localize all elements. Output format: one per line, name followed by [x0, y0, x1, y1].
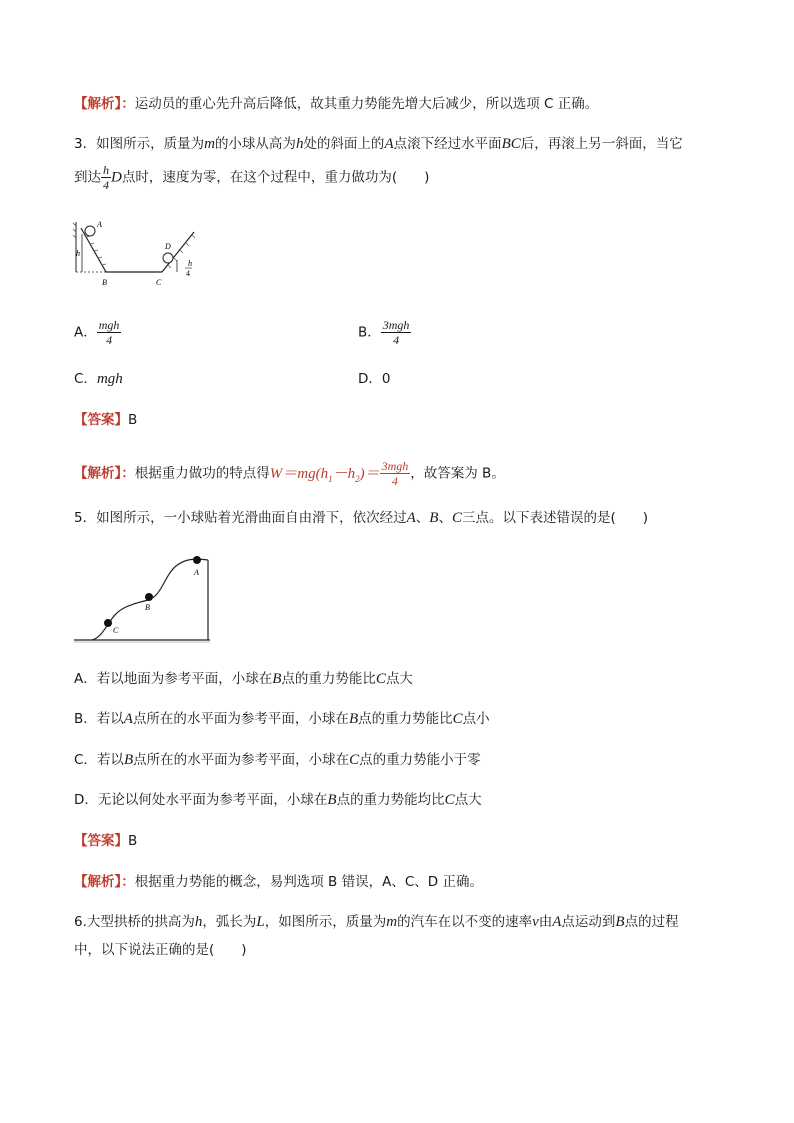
analysis-text: ，故答案为 B。: [410, 465, 505, 482]
option-text: 点的重力势能小于零: [359, 752, 481, 768]
q6-text: 的汽车在以不变的速率: [397, 914, 533, 930]
q5-sep: 、: [415, 510, 430, 526]
q5-ball-b: [145, 593, 153, 601]
option-var: A: [123, 711, 133, 727]
q3-label-c: C: [156, 278, 162, 287]
option-text: 点小: [462, 711, 490, 727]
option-var: C: [375, 671, 386, 687]
q6-text: 中，以下说法正确的是( ): [74, 942, 247, 958]
q3-fraction-h4: [101, 163, 111, 192]
option-var: B: [348, 711, 359, 727]
answer-value: B: [128, 833, 138, 849]
option-label: C．: [74, 752, 97, 768]
q5-label-a: A: [194, 568, 199, 577]
q3-line-2: [74, 163, 429, 192]
option-text: 若以: [96, 711, 124, 727]
option-d-value: 0: [381, 371, 391, 387]
q6-text: 由: [538, 914, 553, 930]
q5-answer-line: [74, 831, 137, 851]
analysis-text: 根据重力做功的特点得: [134, 465, 270, 482]
formula-sub: 1: [328, 473, 333, 484]
option-text: 点的重力势能均比: [336, 792, 445, 808]
q5-ball-c: [104, 619, 112, 627]
analysis-label: 【解析】：: [74, 465, 135, 482]
q3-number: 3．: [74, 136, 97, 152]
q5-option-a: [74, 669, 413, 689]
analysis-line-1: [74, 94, 598, 114]
q3-var-BC: BC: [501, 136, 521, 152]
q6-text: ，如图所示，质量为: [264, 914, 387, 930]
q5-text: 三点。以下表述错误的是( ): [461, 510, 648, 526]
q6-var-A: A: [552, 914, 562, 930]
option-label: A．: [74, 671, 97, 687]
q3-text: 点滚下经过水平面: [393, 136, 502, 152]
option-var: C: [444, 792, 455, 808]
q3-option-d: [358, 369, 391, 389]
q3-label-h4-den: 4: [186, 269, 190, 278]
option-text: 点所在的水平面为参考平面，小球在: [132, 711, 349, 727]
q6-var-m: m: [386, 914, 398, 930]
option-text: 点大: [454, 792, 482, 808]
option-var: C: [349, 752, 360, 768]
option-text: 点的重力势能比: [358, 711, 453, 727]
q6-number: 6.: [74, 914, 87, 930]
answer-label: 【答案】: [74, 833, 128, 849]
q5-var-B: B: [429, 510, 439, 526]
option-text: 点所在的水平面为参考平面，小球在: [133, 752, 350, 768]
formula-part: W＝mg(h: [269, 465, 329, 482]
q5-label-b: B: [145, 603, 150, 612]
q5-figure: [72, 546, 214, 646]
q5-text: 如图所示，一小球贴着光滑曲面自由滑下，依次经过: [96, 510, 407, 526]
option-b-fraction: [381, 318, 412, 347]
frac-num: 3mgh: [381, 459, 409, 473]
analysis-text: 运动员的重心先升高后降低，故其重力势能先增大后减少，所以选项 C 正确。: [134, 96, 599, 112]
q6-line-2: [74, 940, 247, 960]
q6-text: 点的过程: [624, 914, 679, 930]
q3-text: 的小球从高为: [214, 136, 296, 152]
option-label: C．: [74, 371, 97, 387]
frac-den: 4: [103, 178, 109, 192]
option-c-value: mgh: [96, 371, 123, 387]
q5-ball-a: [193, 556, 201, 564]
q5-number: 5．: [74, 510, 97, 526]
q3-option-a: [74, 318, 121, 347]
formula-part: －h: [332, 465, 356, 482]
q5-option-d: [74, 790, 482, 810]
q6-line-1: [74, 912, 679, 932]
q3-slope-hatch: [86, 236, 106, 265]
analysis-label: 【解析】：: [74, 96, 135, 112]
option-var: B: [327, 792, 337, 808]
q3-formula-fraction: [380, 459, 411, 488]
q3-label-a: A: [97, 220, 102, 229]
q5-option-b: [74, 709, 490, 729]
analysis-text: 根据重力势能的概念，易判选项 B 错误，A、C、D 正确。: [134, 874, 483, 890]
formula-part: )＝: [359, 465, 380, 482]
q6-var-h: h: [194, 914, 203, 930]
answer-value: B: [128, 412, 138, 428]
frac-num: h: [103, 163, 109, 177]
option-text: 若以地面为参考平面，小球在: [96, 671, 273, 687]
q3-answer-line: [74, 410, 137, 430]
q3-text: 处的斜面上的: [303, 136, 385, 152]
q5-option-c: [74, 750, 481, 770]
option-a-fraction: [97, 318, 122, 347]
q5-var-A: A: [406, 510, 416, 526]
q3-label-b: B: [102, 278, 107, 287]
option-text: 无论以何处水平面为参考平面，小球在: [97, 792, 328, 808]
q3-ball-a: [85, 226, 95, 236]
q3-text: 如图所示，质量为: [96, 136, 205, 152]
analysis-label: 【解析】：: [74, 874, 135, 890]
q5-var-C: C: [451, 510, 462, 526]
option-text: 点大: [385, 671, 413, 687]
q6-text: 大型拱桥的拱高为: [86, 914, 195, 930]
q3-label-h4-num: h: [188, 259, 192, 268]
option-label: B．: [74, 711, 97, 727]
q6-var-v: v: [532, 914, 539, 930]
q3-formula: [270, 466, 380, 482]
frac-den: 4: [391, 474, 398, 488]
option-text: 点的重力势能比: [281, 671, 376, 687]
option-var: B: [272, 671, 282, 687]
q3-text: 点时，速度为零，在这个过程中，重力做功为( ): [121, 169, 430, 186]
q5-line-1: [74, 508, 648, 528]
formula-sub: 2: [355, 473, 360, 484]
option-label: A．: [74, 324, 97, 341]
q3-option-b: [358, 318, 411, 347]
q3-var-h: h: [295, 136, 304, 152]
q3-label-h: h: [76, 249, 80, 258]
q6-var-L: L: [256, 914, 265, 930]
q3-var-D: D: [111, 169, 122, 186]
q3-figure: [72, 216, 202, 290]
q5-sep: 、: [438, 510, 452, 526]
q6-var-B: B: [615, 914, 625, 930]
q3-ball-d: [163, 253, 173, 263]
frac-num: 3mgh: [382, 318, 410, 332]
frac-den: 4: [106, 333, 113, 347]
q3-var-A: A: [384, 136, 394, 152]
option-label: D．: [74, 792, 98, 808]
q3-text: 后，再滚上另一斜面，当它: [520, 136, 683, 152]
frac-den: 4: [393, 333, 400, 347]
q5-label-c: C: [113, 626, 119, 635]
q3-label-d: D: [165, 242, 171, 251]
q6-text: 点运动到: [561, 914, 616, 930]
frac-num: mgh: [98, 318, 120, 332]
option-label: D．: [358, 371, 382, 387]
q3-analysis-line: [74, 459, 505, 489]
option-label: B．: [358, 324, 381, 341]
option-text: 若以: [96, 752, 124, 768]
option-var: B: [123, 752, 134, 768]
q5-analysis-line: [74, 872, 483, 892]
answer-label: 【答案】: [74, 412, 128, 428]
option-var: C: [452, 711, 463, 727]
q3-var-m: m: [204, 136, 215, 152]
q3-option-c: [74, 369, 123, 389]
q3-line-1: [74, 134, 683, 154]
q6-text: ，弧长为: [202, 914, 257, 930]
q3-text: 到达: [74, 169, 101, 186]
